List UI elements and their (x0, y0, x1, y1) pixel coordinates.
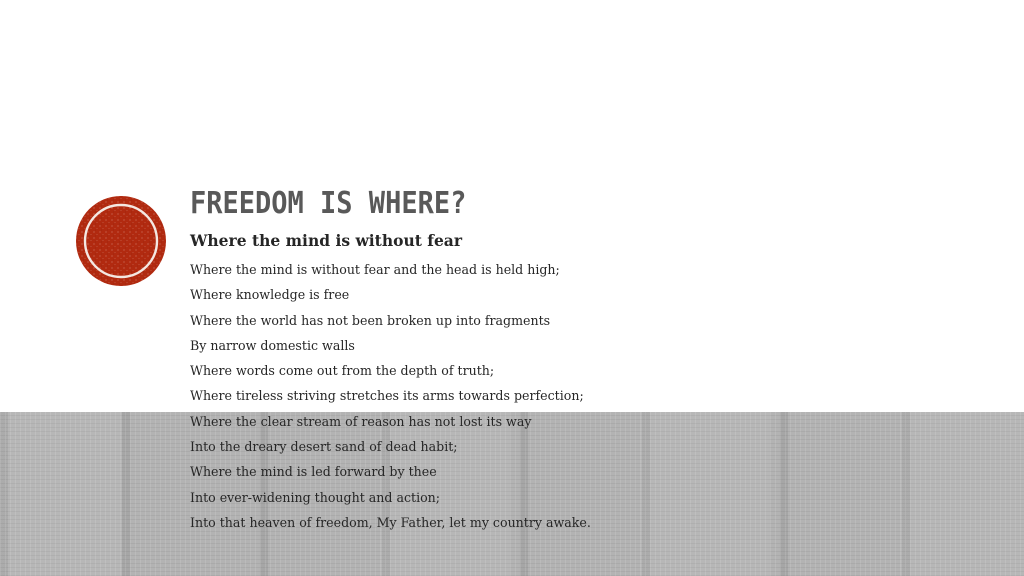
slide-title: FREEDOM IS WHERE? (190, 186, 467, 221)
poem-line: Where tireless striving stretches its arms towards perfection; (190, 388, 584, 404)
poem-lines (190, 260, 591, 538)
textured-circle-icon (75, 195, 167, 287)
band-tile (900, 412, 1024, 576)
poem-line: Into the dreary desert sand of dead habit; (190, 439, 458, 455)
band-tile (640, 412, 770, 576)
poem-line: Where the mind is led forward by thee (190, 464, 437, 480)
poem-line: Into that heaven of freedom, My Father, let my country awake. (190, 514, 591, 530)
poem-line: Where the clear stream of reason has not lost its way (190, 413, 532, 429)
poem-line: By narrow domestic walls (190, 337, 355, 353)
band-tile (0, 412, 122, 576)
poem-line: Where the world has not been broken up into fragments (190, 312, 551, 328)
poem-line: Into ever-widening thought and action; (190, 489, 441, 505)
poem-heading: Where the mind is without fear (190, 231, 463, 250)
poem-line: Where the mind is without fear and the head is held high; (190, 262, 560, 277)
poem-line: Where words come out from the depth of truth; (190, 363, 495, 379)
poem-line: Where knowledge is free (190, 287, 350, 303)
